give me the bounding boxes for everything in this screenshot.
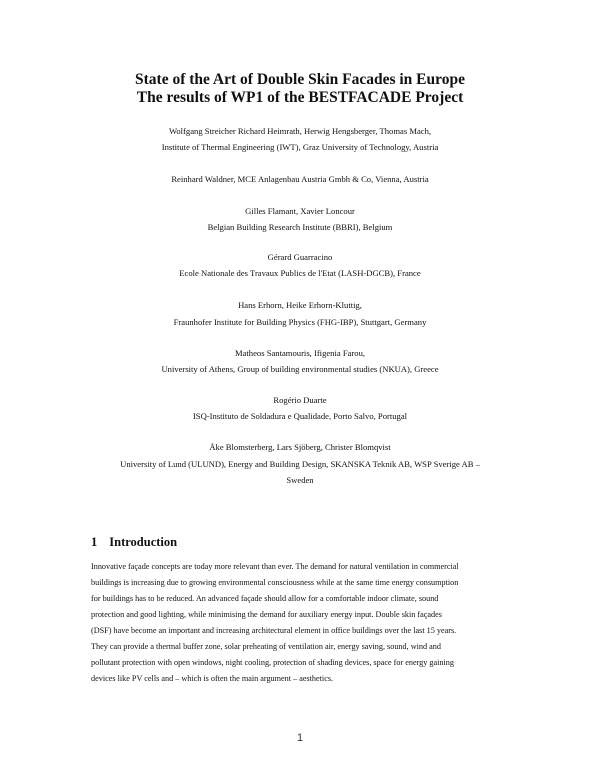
paper-title-line-2: The results of WP1 of the BESTFACADE Project: [136, 89, 464, 106]
paper-title-line-1: State of the Art of Double Skin Facades in Europe: [135, 71, 465, 88]
author-names-affiliation: Reinhard Waldner, MCE Anlagenbau Austria Gmbh & Co, Vienna, Austria: [171, 174, 429, 184]
author-affiliation: University of Athens, Group of building environmental studies (NKUA), Greece: [161, 364, 439, 374]
author-names: Hans Erhorn, Heike Erhorn-Kluttig,: [238, 300, 362, 310]
author-affiliation-continued: Sweden: [286, 475, 314, 485]
author-affiliation: University of Lund (ULUND), Energy and Building Design, SKANSKA Teknik AB, WSP Sverige AB –: [120, 459, 480, 469]
paragraph-line: buildings is increasing due to growing environmental consciousness while at the same time energy consumption: [91, 578, 459, 587]
author-names: Gilles Flamant, Xavier Loncour: [245, 206, 355, 216]
author-affiliation: ISQ-Instituto de Soldadura e Qualidade, Porto Salvo, Portugal: [192, 411, 408, 421]
paragraph-line: devices like PV cells and – which is often the main argument – aesthetics.: [91, 674, 334, 683]
paragraph-line: pollutant protection with open windows, night cooling, protection of shading devices, space for energy gaining: [91, 658, 454, 667]
paragraph-line: (DSF) have become an important and increasing architectural element in office buildings over the last 15 years.: [91, 626, 457, 635]
paragraph-line: for buildings has to be reduced. An advanced façade should allow for a comfortable indoor climate, sound: [91, 594, 439, 603]
author-affiliation: Institute of Thermal Engineering (IWT), Graz University of Technology, Austria: [161, 142, 439, 152]
author-affiliation: Ecole Nationale des Travaux Publics de l'Etat (LASH-DGCB), France: [179, 268, 421, 278]
section-heading: [91, 534, 177, 550]
author-names: Matheos Santamouris, Ifigenia Farou,: [234, 348, 366, 358]
author-affiliation: Belgian Building Research Institute (BBRI), Belgium: [207, 222, 393, 232]
paragraph-line: protection and good lighting, while minimising the demand for auxiliary energy input. Double skin façades: [91, 610, 442, 619]
page-number: 1: [296, 732, 304, 744]
author-names: Rogério Duarte: [273, 395, 327, 405]
paragraph-line: Innovative façade concepts are today more relevant than ever. The demand for natural ventilation in commercial: [91, 562, 459, 571]
section-title: Introduction: [109, 535, 178, 549]
author-names: Gérard Guarracino: [267, 252, 333, 262]
author-names: Åke Blomsterberg, Lars Sjöberg, Christer Blomqvist: [209, 442, 391, 452]
paragraph-line: They can provide a thermal buffer zone, solar preheating of ventilation air, energy saving, sound, wind and: [91, 642, 441, 651]
section-number: 1: [91, 535, 98, 549]
author-affiliation: Fraunhofer Institute for Building Physics (FHG-IBP), Stuttgart, Germany: [173, 317, 427, 327]
author-names: Wolfgang Streicher Richard Heimrath, Herwig Hengsberger, Thomas Mach,: [168, 126, 432, 136]
